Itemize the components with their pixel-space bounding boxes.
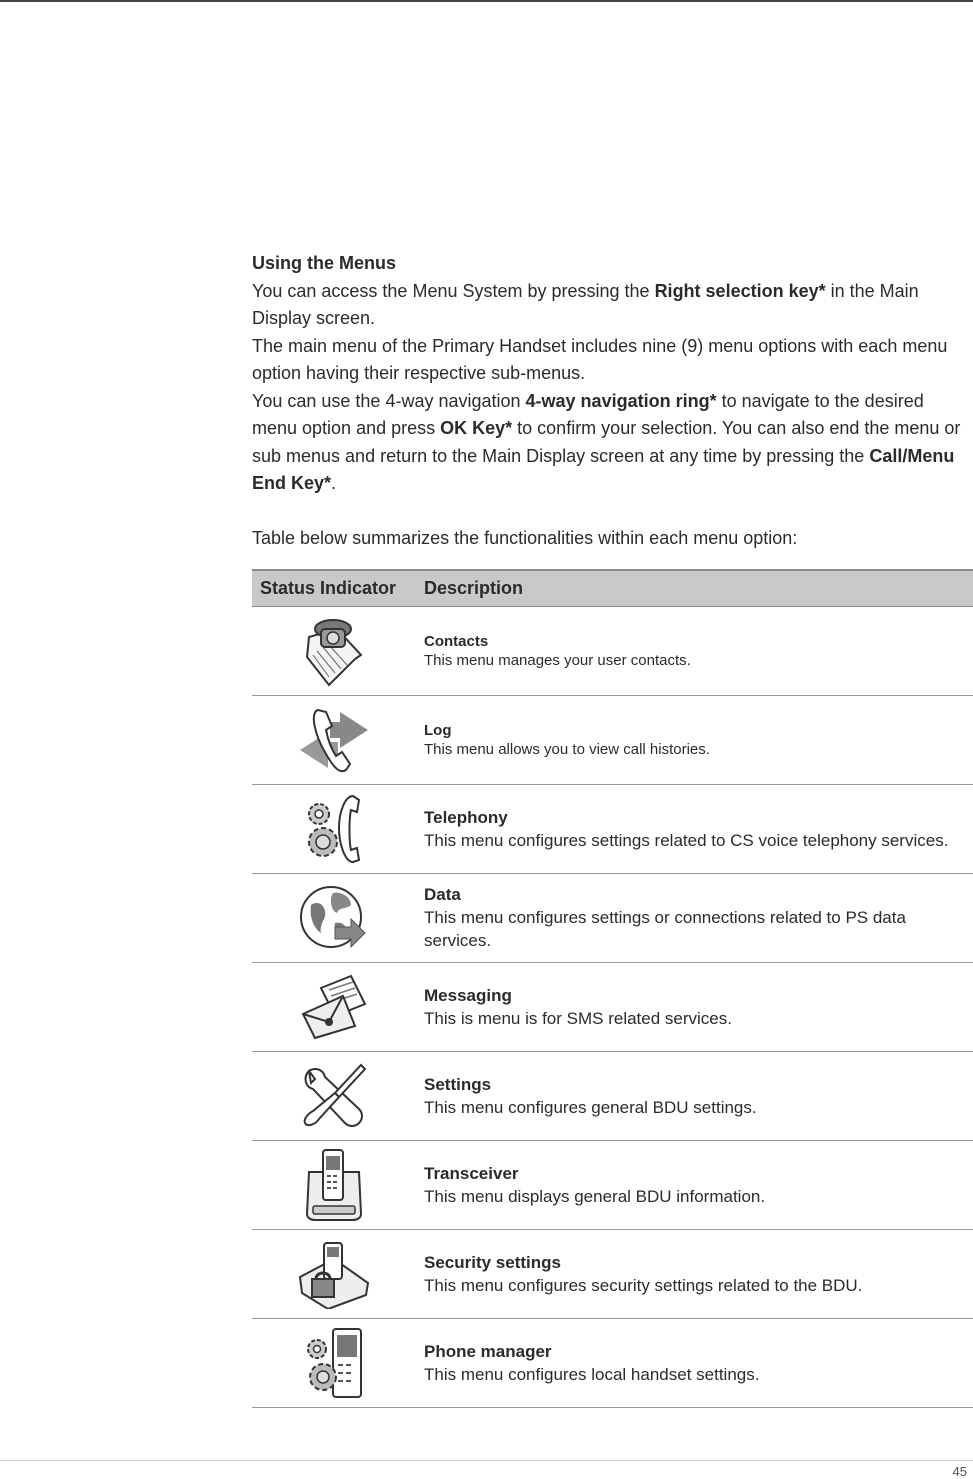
paragraph-table-intro: Table below summarizes the functionalities within each menu option:: [252, 527, 798, 548]
table-row: [252, 1141, 973, 1230]
item-title: Log: [424, 722, 452, 739]
item-title: Security settings: [424, 1252, 561, 1272]
table-row: [252, 696, 973, 785]
item-title: Phone manager: [424, 1341, 552, 1361]
item-description: This menu manages your user contacts.: [424, 652, 691, 669]
header-status-indicator: Status Indicator: [252, 570, 416, 607]
messaging-envelope-icon: [299, 974, 369, 1040]
item-description: This menu configures settings related to CS voice telephony services.: [424, 830, 949, 850]
table-row: [252, 1230, 973, 1319]
page-number: 45: [952, 1464, 967, 1479]
table-row: [252, 874, 973, 963]
transceiver-icon: [303, 1148, 365, 1222]
data-globe-icon: [299, 883, 369, 953]
telephony-gears-icon: [301, 792, 367, 866]
table-row: [252, 1052, 973, 1141]
item-description: This menu configures local handset settings.: [424, 1364, 760, 1384]
table-row: [252, 785, 973, 874]
item-title: Data: [424, 885, 461, 904]
header-description: Description: [416, 570, 973, 607]
section-content: [252, 250, 967, 552]
settings-tools-icon: [299, 1061, 369, 1131]
paragraph-navigation: You can use the 4-way navigation 4-way navigation ring* to navigate to the desired menu option and press OK Key* to confirm your selection. You can also end the menu or sub menus and return to the Main Display screen at any time by pressing the Call/Menu End Key*.: [252, 390, 961, 493]
item-title: Settings: [424, 1074, 492, 1094]
menu-options-table: [252, 569, 973, 1408]
paragraph-menu-access: You can access the Menu System by pressing the Right selection key* in the Main Display screen.: [252, 280, 919, 328]
item-description: This menu allows you to view call histories.: [424, 741, 710, 758]
paragraph-main-menu: The main menu of the Primary Handset includes nine (9) menu options with each menu option having their respective sub-menus.: [252, 335, 948, 383]
item-description: This is menu is for SMS related services.: [424, 1008, 732, 1028]
top-rule: [0, 0, 973, 2]
table-header-row: [252, 570, 973, 607]
item-title: Transceiver: [424, 1163, 519, 1183]
contacts-phone-book-icon: [299, 615, 369, 687]
table-row: [252, 963, 973, 1052]
item-description: This menu configures settings or connections related to PS data services.: [424, 908, 906, 950]
item-description: This menu configures security settings related to the BDU.: [424, 1275, 863, 1295]
security-lock-icon: [296, 1239, 372, 1309]
footer-rule: [0, 1460, 973, 1461]
call-log-arrows-icon: [296, 704, 372, 776]
phone-manager-icon: [303, 1327, 365, 1399]
item-title: Messaging: [424, 985, 512, 1005]
section-heading: Using the Menus: [252, 253, 397, 273]
item-title: Telephony: [424, 807, 508, 827]
table-row: [252, 607, 973, 696]
item-description: This menu displays general BDU information.: [424, 1186, 766, 1206]
item-description: This menu configures general BDU settings.: [424, 1097, 757, 1117]
item-title: Contacts: [424, 633, 489, 650]
table-row: [252, 1319, 973, 1408]
